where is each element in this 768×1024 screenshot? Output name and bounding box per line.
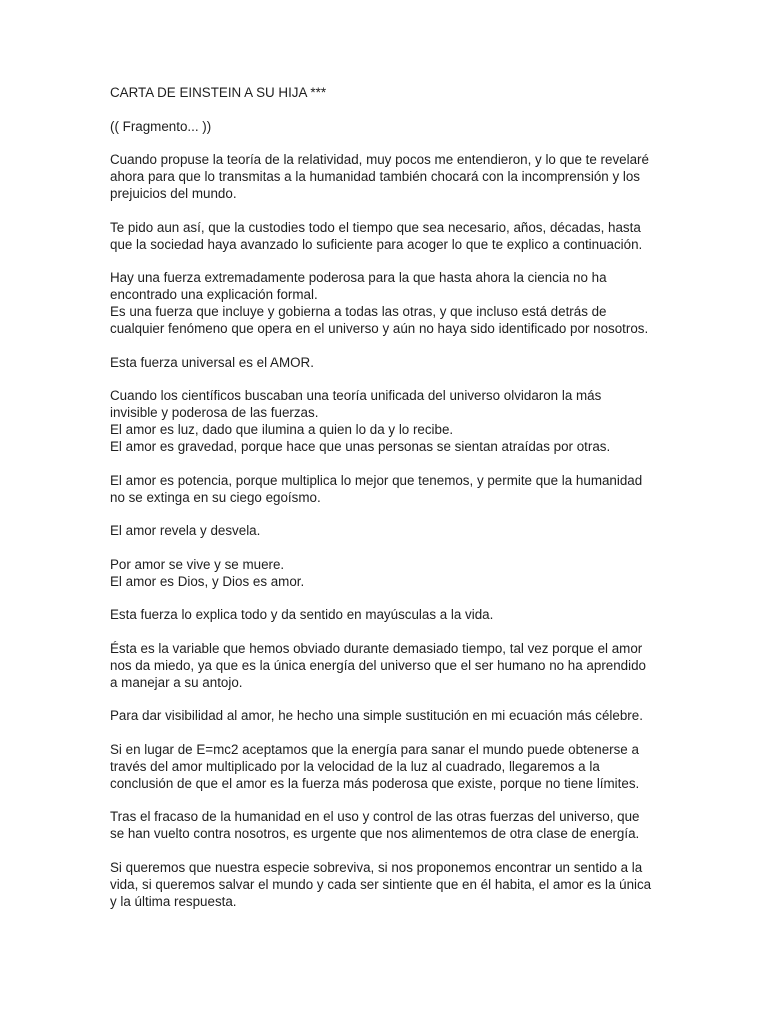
- paragraph-line: encontrado una explicación formal.: [110, 287, 318, 302]
- paragraph-line: prejuicios del mundo.: [110, 186, 237, 201]
- body-paragraph: [110, 151, 708, 202]
- paragraph-line: a manejar a su antojo.: [110, 674, 243, 690]
- body-paragraph: [110, 808, 708, 842]
- paragraph-line: El amor es potencia, porque multiplica lo mejor que tenemos, y permite que la humanidad: [110, 472, 643, 488]
- paragraph-line: El amor es gravedad, porque hace que unas personas se sientan atraídas por otras.: [110, 439, 611, 454]
- body-paragraph: [110, 707, 708, 724]
- paragraph-line: través del amor multiplicado por la velocidad de la luz al cuadrado, llegaremos a la: [110, 758, 600, 774]
- paragraph-line: Te pido aun así, que la custodies todo el tiempo que sea necesario, años, décadas, hasta: [110, 219, 641, 235]
- paragraph-line: que la sociedad haya avanzado lo suficiente para acoger lo que te explico a continuación.: [110, 236, 643, 252]
- paragraph-line: vida, si queremos salvar el mundo y cada ser sintiente que en él habita, el amor es la única: [110, 876, 652, 892]
- document-title: [110, 84, 708, 101]
- paragraph-line: y la última respuesta.: [110, 893, 237, 909]
- body-paragraph: [110, 522, 708, 539]
- paragraph-line: Cuando los científicos buscaban una teoría unificada del universo olvidaron la más: [110, 388, 602, 403]
- paragraph-line: El amor es luz, dado que ilumina a quien lo da y lo recibe.: [110, 422, 454, 437]
- body-paragraph: [110, 269, 708, 337]
- title-line: CARTA DE EINSTEIN A SU HIJA ***: [110, 85, 327, 100]
- paragraph-line: Cuando propuse la teoría de la relatividad, muy pocos me entendieron, y lo que te revelaré: [110, 152, 649, 167]
- body-paragraph: [110, 556, 708, 590]
- subtitle-line: (( Fragmento... )): [110, 118, 212, 134]
- paragraph-line: se han vuelto contra nosotros, es urgente que nos alimentemos de otra clase de energía.: [110, 826, 640, 841]
- paragraph-line: Tras el fracaso de la humanidad en el uso y control de las otras fuerzas del universo, que: [110, 809, 640, 824]
- paragraph-line: Es una fuerza que incluye y gobierna a todas las otras, y que incluso está detrás de: [110, 304, 607, 319]
- document-body: [110, 151, 708, 910]
- paragraph-line: El amor revela y desvela.: [110, 523, 261, 538]
- paragraph-line: Hay una fuerza extremadamente poderosa para la que hasta ahora la ciencia no ha: [110, 270, 607, 285]
- paragraph-line: Si queremos que nuestra especie sobreviva, si nos proponemos encontrar un sentido a la: [110, 859, 643, 875]
- body-paragraph: [110, 472, 708, 506]
- paragraph-line: no se extinga en su ciego egoísmo.: [110, 489, 321, 505]
- paragraph-line: conclusión de que el amor es la fuerza más poderosa que existe, porque no tiene límites.: [110, 775, 640, 791]
- paragraph-line: cualquier fenómeno que opera en el universo y aún no haya sido identificado por nosotros.: [110, 321, 649, 336]
- paragraph-line: Ésta es la variable que hemos obviado durante demasiado tiempo, tal vez porque el amor: [110, 640, 643, 656]
- body-paragraph: [110, 219, 708, 253]
- body-paragraph: [110, 859, 708, 910]
- paragraph-line: nos da miedo, ya que es la única energía del universo que el ser humano no ha aprendido: [110, 657, 646, 673]
- paragraph-line: Por amor se vive y se muere.: [110, 556, 285, 572]
- paragraph-line: El amor es Dios, y Dios es amor.: [110, 573, 305, 589]
- paragraph-line: ahora para que lo transmitas a la humanidad también chocará con la incomprensión y los: [110, 169, 640, 184]
- body-paragraph: [110, 354, 708, 371]
- paragraph-line: Esta fuerza lo explica todo y da sentido en mayúsculas a la vida.: [110, 607, 494, 622]
- document-subtitle: [110, 118, 708, 135]
- body-paragraph: [110, 640, 708, 691]
- body-paragraph: [110, 606, 708, 623]
- paragraph-line: Si en lugar de E=mc2 aceptamos que la energía para sanar el mundo puede obtenerse a: [110, 741, 639, 757]
- paragraph-line: Esta fuerza universal es el AMOR.: [110, 354, 314, 370]
- paragraph-line: invisible y poderosa de las fuerzas.: [110, 405, 319, 420]
- body-paragraph: [110, 741, 708, 792]
- body-paragraph: [110, 387, 708, 455]
- paragraph-line: Para dar visibilidad al amor, he hecho una simple sustitución en mi ecuación más célebre.: [110, 708, 643, 723]
